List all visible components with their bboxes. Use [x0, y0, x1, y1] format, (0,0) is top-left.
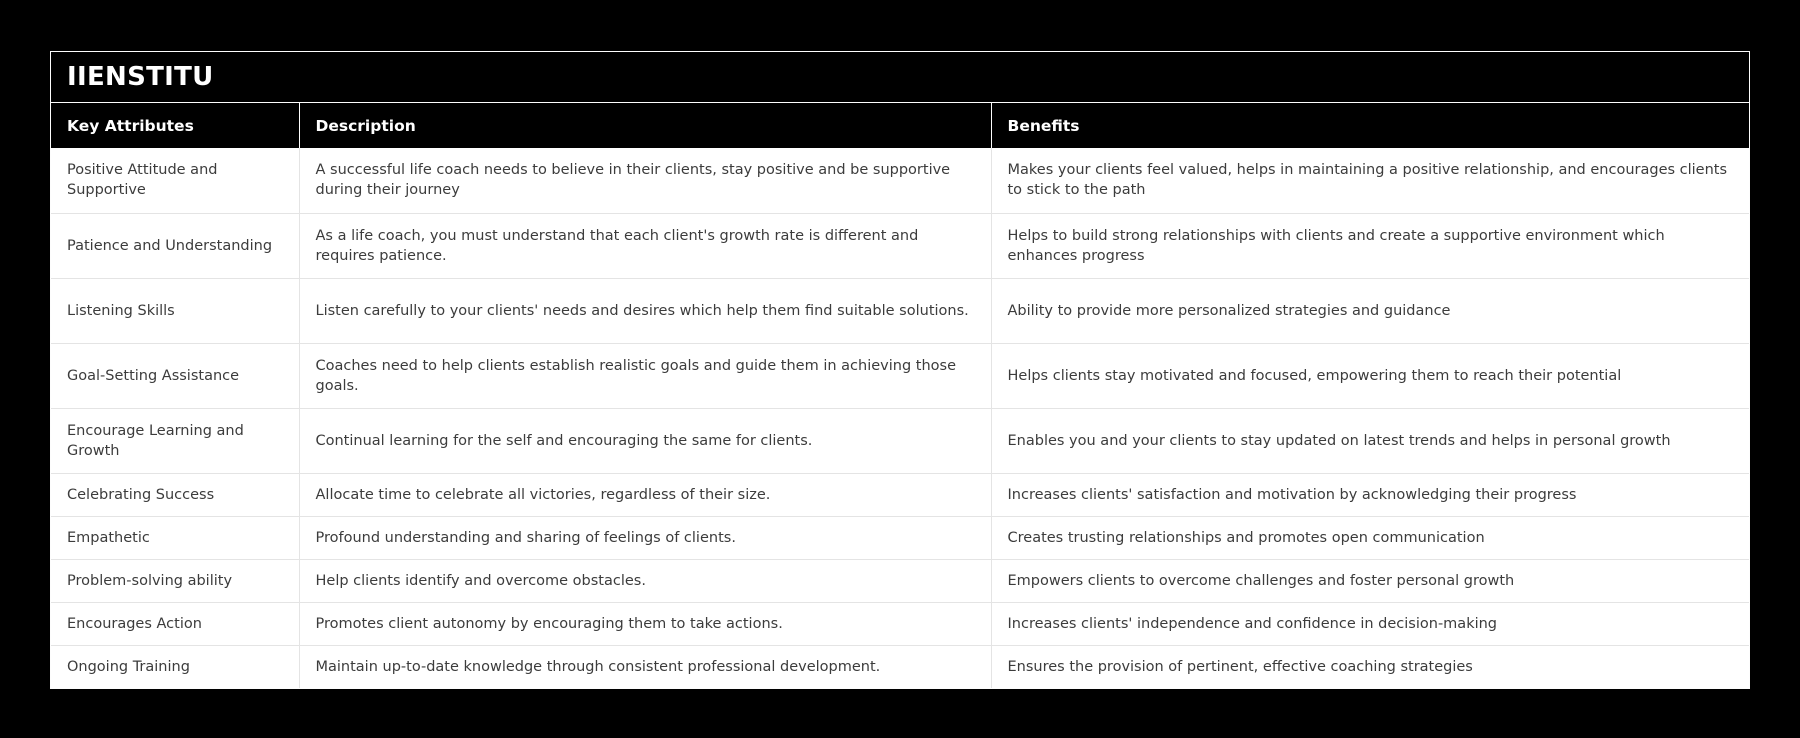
cell-attribute: Celebrating Success — [51, 473, 299, 516]
column-header-description: Description — [299, 103, 991, 148]
key-attributes-table — [51, 103, 1749, 688]
cell-description: Coaches need to help clients establish realistic goals and guide them in achieving those goals. — [299, 343, 991, 408]
table-row — [51, 645, 1749, 688]
brand-header — [51, 52, 1749, 103]
table-row — [51, 559, 1749, 602]
cell-benefit: Ability to provide more personalized strategies and guidance — [991, 278, 1749, 343]
cell-attribute: Encourages Action — [51, 602, 299, 645]
cell-benefit: Makes your clients feel valued, helps in maintaining a positive relationship, and encourages clients to stick to the path — [991, 148, 1749, 213]
cell-attribute: Ongoing Training — [51, 645, 299, 688]
cell-description: Listen carefully to your clients' needs and desires which help them find suitable solutions. — [299, 278, 991, 343]
cell-attribute: Positive Attitude and Supportive — [51, 148, 299, 213]
table-row — [51, 213, 1749, 278]
table-row — [51, 602, 1749, 645]
cell-benefit: Enables you and your clients to stay updated on latest trends and helps in personal growth — [991, 408, 1749, 473]
table-row — [51, 343, 1749, 408]
cell-attribute: Goal-Setting Assistance — [51, 343, 299, 408]
table-row — [51, 516, 1749, 559]
cell-description: Allocate time to celebrate all victories, regardless of their size. — [299, 473, 991, 516]
cell-benefit: Increases clients' independence and confidence in decision-making — [991, 602, 1749, 645]
cell-benefit: Creates trusting relationships and promotes open communication — [991, 516, 1749, 559]
cell-description: As a life coach, you must understand that each client's growth rate is different and requires patience. — [299, 213, 991, 278]
page-title: IIENSTITU — [67, 62, 214, 92]
cell-attribute: Patience and Understanding — [51, 213, 299, 278]
column-header-benefits: Benefits — [991, 103, 1749, 148]
table-header-row — [51, 103, 1749, 148]
cell-description: Promotes client autonomy by encouraging them to take actions. — [299, 602, 991, 645]
cell-description: A successful life coach needs to believe in their clients, stay positive and be supportive during their journey — [299, 148, 991, 213]
table-row — [51, 473, 1749, 516]
table-row — [51, 408, 1749, 473]
cell-description: Help clients identify and overcome obstacles. — [299, 559, 991, 602]
cell-benefit: Helps to build strong relationships with clients and create a supportive environment which enhances progress — [991, 213, 1749, 278]
cell-attribute: Listening Skills — [51, 278, 299, 343]
cell-benefit: Helps clients stay motivated and focused, empowering them to reach their potential — [991, 343, 1749, 408]
cell-benefit: Empowers clients to overcome challenges and foster personal growth — [991, 559, 1749, 602]
table-row — [51, 278, 1749, 343]
cell-description: Maintain up-to-date knowledge through consistent professional development. — [299, 645, 991, 688]
cell-attribute: Empathetic — [51, 516, 299, 559]
cell-description: Profound understanding and sharing of feelings of clients. — [299, 516, 991, 559]
cell-benefit: Ensures the provision of pertinent, effective coaching strategies — [1007, 658, 1473, 675]
column-header-key-attributes: Key Attributes — [51, 103, 299, 148]
cell-attribute: Problem-solving ability — [51, 559, 299, 602]
attributes-table-card — [50, 51, 1750, 689]
cell-attribute: Encourage Learning and Growth — [51, 408, 299, 473]
table-row — [51, 148, 1749, 213]
cell-description: Continual learning for the self and encouraging the same for clients. — [299, 408, 991, 473]
cell-benefit: Increases clients' satisfaction and motivation by acknowledging their progress — [991, 473, 1749, 516]
